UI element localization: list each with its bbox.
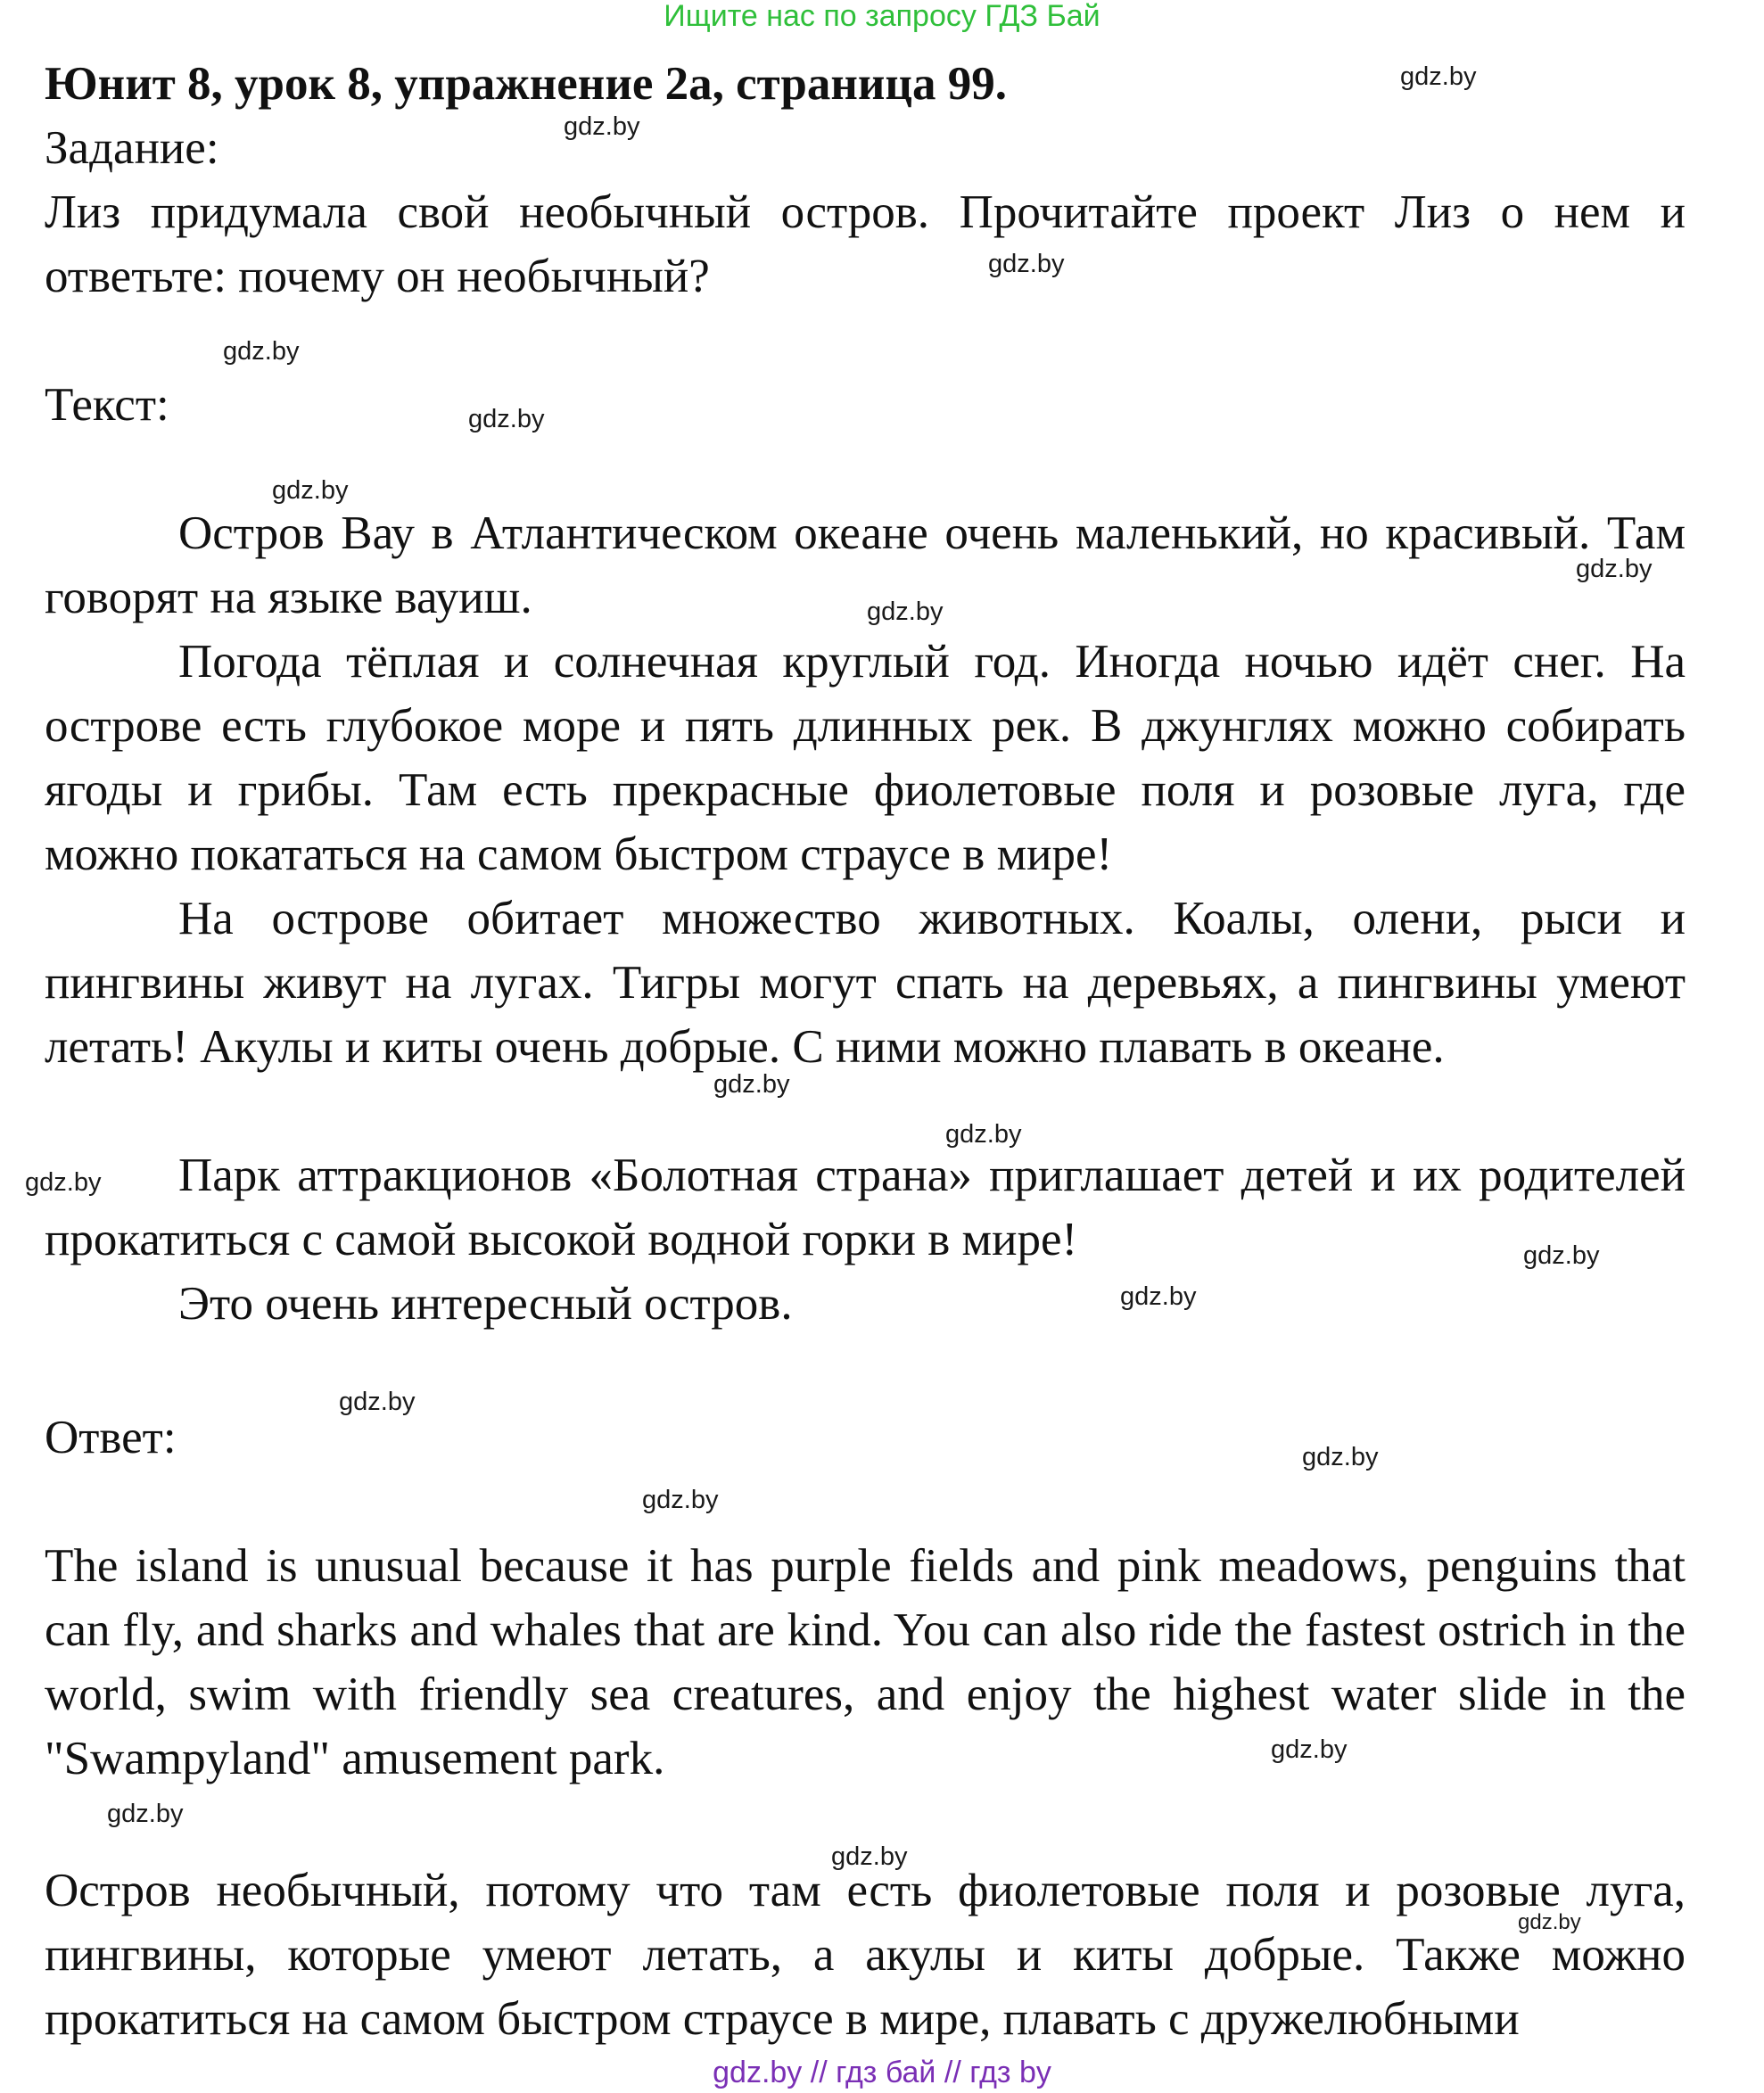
- watermark: gdz.by: [107, 1800, 184, 1828]
- text-paragraph: Это очень интересный остров.: [178, 1278, 793, 1330]
- text-paragraph: Парк аттракционов «Болотная страна» приглашает детей и их родителей прокатиться с самой высокой водной горки в мире!: [45, 1150, 1686, 1265]
- text-paragraph: На острове обитает множество животных. Коалы, олени, рыси и пингвины живут на лугах. Тигры могут спать на деревьях, а пингвины умеют летать! Акулы и киты очень добрые. С ними можно плавать в океане.: [45, 893, 1686, 1073]
- text-label: Текст:: [45, 379, 169, 431]
- watermark: gdz.by: [1400, 62, 1477, 91]
- watermark: gdz.by: [1120, 1282, 1197, 1311]
- watermark: gdz.by: [867, 597, 944, 626]
- bottom-banner[interactable]: gdz.by // гдз бай // гдз by: [713, 2056, 1051, 2089]
- watermark: gdz.by: [1518, 1910, 1581, 1934]
- watermark: gdz.by: [1576, 555, 1653, 583]
- watermark: gdz.by: [1523, 1241, 1600, 1270]
- answer-label: Ответ:: [45, 1412, 177, 1463]
- watermark: gdz.by: [223, 337, 300, 366]
- watermark: gdz.by: [564, 112, 640, 141]
- watermark: gdz.by: [988, 250, 1065, 278]
- watermark: gdz.by: [25, 1168, 102, 1197]
- watermark: gdz.by: [339, 1388, 416, 1416]
- watermark: gdz.by: [468, 405, 545, 433]
- top-banner[interactable]: Ищите нас по запросу ГДЗ Бай: [664, 0, 1100, 33]
- task-text: Лиз придумала свой необычный остров. Прочитайте проект Лиз о нем и ответьте: почему он необычный?: [45, 186, 1686, 302]
- watermark: gdz.by: [1271, 1735, 1348, 1764]
- watermark: gdz.by: [945, 1120, 1022, 1149]
- watermark: gdz.by: [713, 1070, 790, 1099]
- answer-english: The island is unusual because it has purple fields and pink meadows, penguins that can fly, and sharks and whales that are kind. You can also ride the fastest ostrich in the world, swim with friendly sea creatures, and enjoy the highest water slide in the "Swampyland" amusement park.: [45, 1540, 1686, 1784]
- watermark: gdz.by: [1302, 1443, 1379, 1471]
- answer-russian: Остров необычный, потому что там есть фиолетовые поля и розовые луга, пингвины, которые умеют летать, а акулы и киты добрые. Также можно прокатиться на самом быстром страусе в мире, плавать с дружелюбными: [45, 1865, 1686, 2045]
- watermark: gdz.by: [272, 476, 349, 505]
- text-paragraph: Погода тёплая и солнечная круглый год. Иногда ночью идёт снег. На острове есть глубокое море и пять длинных рек. В джунглях можно собирать ягоды и грибы. Там есть прекрасные фиолетовые поля и розовые луга, где можно покататься на самом быстром страусе в мире!: [45, 636, 1686, 880]
- page-title: Юнит 8, урок 8, упражнение 2а, страница 99.: [45, 58, 1007, 110]
- watermark: gdz.by: [642, 1486, 719, 1514]
- text-paragraph: Остров Вау в Атлантическом океане очень маленький, но красивый. Там говорят на языке вауиш.: [45, 507, 1686, 623]
- watermark: gdz.by: [831, 1842, 908, 1871]
- task-label: Задание:: [45, 122, 219, 174]
